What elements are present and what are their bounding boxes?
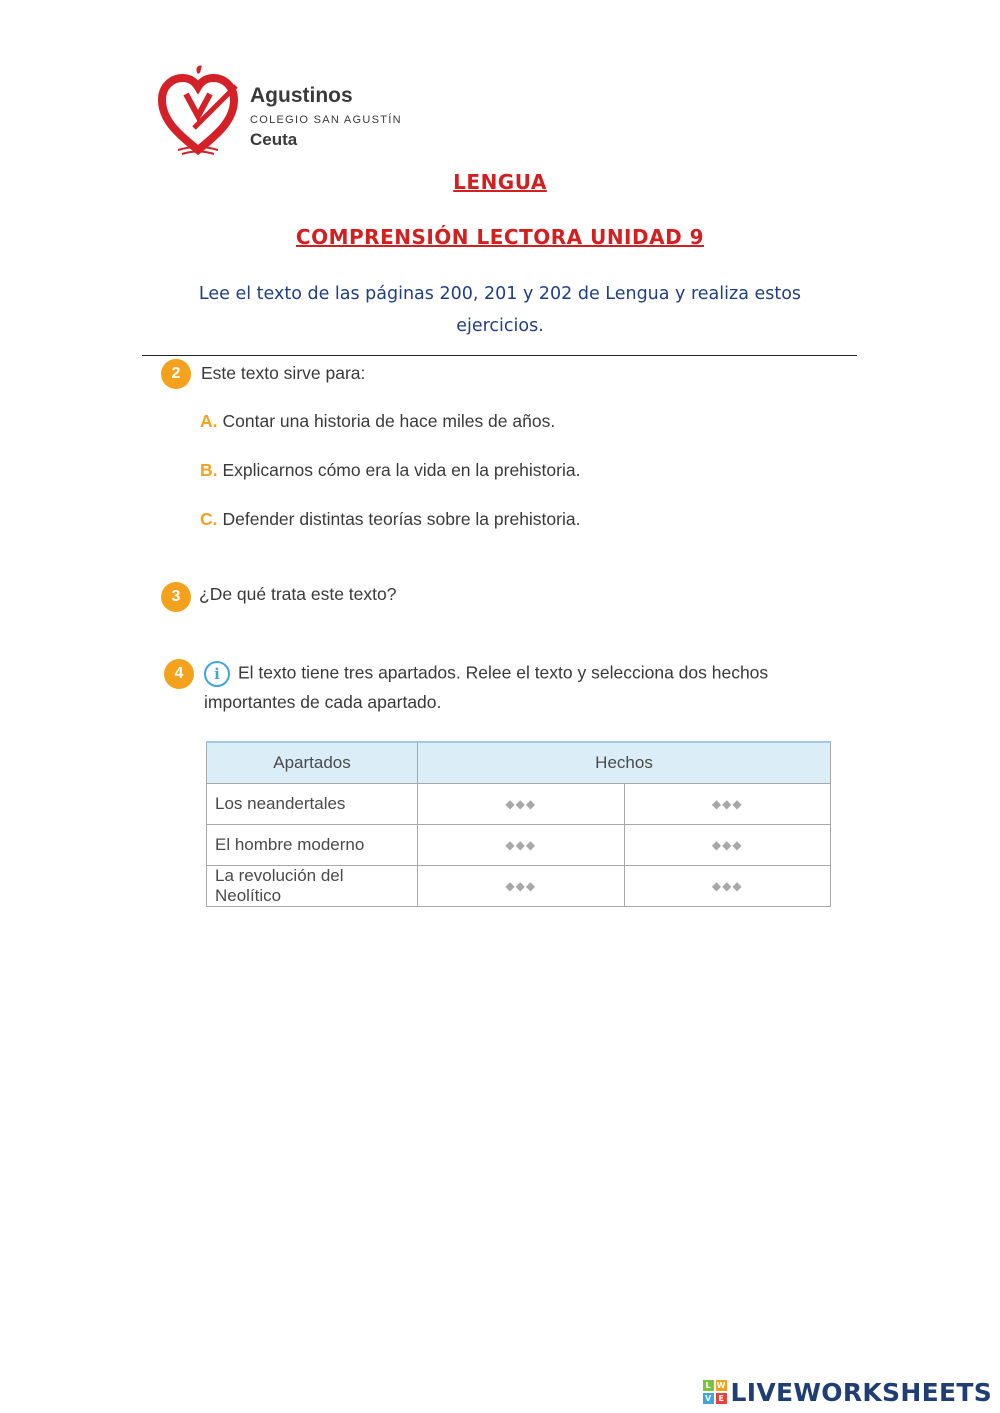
answer-cell[interactable]: ◆◆◆ [418, 784, 625, 825]
option-b[interactable] [200, 460, 580, 481]
option-text: Defender distintas teorías sobre la prehistoria. [222, 509, 581, 529]
table-row [207, 825, 831, 866]
subject-title: LENGUA [453, 170, 547, 194]
table-header-row [207, 742, 831, 784]
option-letter: A. [200, 411, 218, 431]
option-a[interactable] [200, 411, 555, 432]
logo-letter: W [716, 1381, 726, 1390]
option-letter: B. [200, 460, 218, 480]
logo-city: Ceuta [250, 130, 298, 149]
page-title: COMPRENSIÓN LECTORA UNIDAD 9 [295, 225, 705, 249]
header-hechos: Hechos [418, 742, 831, 784]
row-label: La revolución del Neolítico [207, 866, 418, 907]
liveworksheets-brand: LIVEWORKSHEETS [730, 1377, 992, 1407]
row-label: Los neandertales [207, 784, 418, 825]
divider [142, 355, 857, 356]
question-3-text: ¿De qué trata este texto? [199, 584, 397, 604]
header-apartados: Apartados [207, 742, 418, 784]
logo-letter: E [716, 1393, 727, 1404]
table-row [207, 866, 831, 907]
answer-cell[interactable]: ◆◆◆ [624, 784, 831, 825]
question-number-badge: 2 [161, 359, 191, 389]
option-text: Contar una historia de hace miles de años. [222, 411, 556, 431]
answer-cell[interactable]: ◆◆◆ [418, 825, 625, 866]
logo-letter: V [703, 1393, 714, 1404]
option-text: Explicarnos cómo era la vida en la prehistoria. [222, 460, 581, 480]
option-letter: C. [200, 509, 218, 529]
school-logo [158, 64, 428, 156]
liveworksheets-logo-icon [703, 1380, 727, 1404]
heart-logo-icon [158, 64, 238, 156]
info-icon: i [204, 661, 230, 687]
instructions-text: Lee el texto de las páginas 200, 201 y 202 de Lengua y realiza estos ejercicios. [198, 284, 802, 336]
row-label: El hombre moderno [207, 825, 418, 866]
question-4-text: El texto tiene tres apartados. Relee el texto y selecciona dos hechos [238, 662, 769, 683]
question-4-line2: importantes de cada apartado. [204, 692, 442, 712]
option-c[interactable] [200, 509, 580, 530]
question-2-text: Este texto sirve para: [201, 363, 366, 383]
question-4-line1 [204, 661, 768, 687]
logo-name: Agustinos [250, 84, 353, 107]
logo-subtitle: COLEGIO SAN AGUSTÍN [250, 114, 402, 126]
question-number-badge: 3 [161, 582, 191, 612]
liveworksheets-watermark [703, 1377, 992, 1407]
answer-cell[interactable]: ◆◆◆ [418, 866, 625, 907]
facts-table [206, 741, 831, 907]
answer-cell[interactable]: ◆◆◆ [624, 866, 831, 907]
logo-letter: L [703, 1380, 714, 1391]
question-number-badge: 4 [164, 659, 194, 689]
answer-cell[interactable]: ◆◆◆ [624, 825, 831, 866]
table-row [207, 784, 831, 825]
